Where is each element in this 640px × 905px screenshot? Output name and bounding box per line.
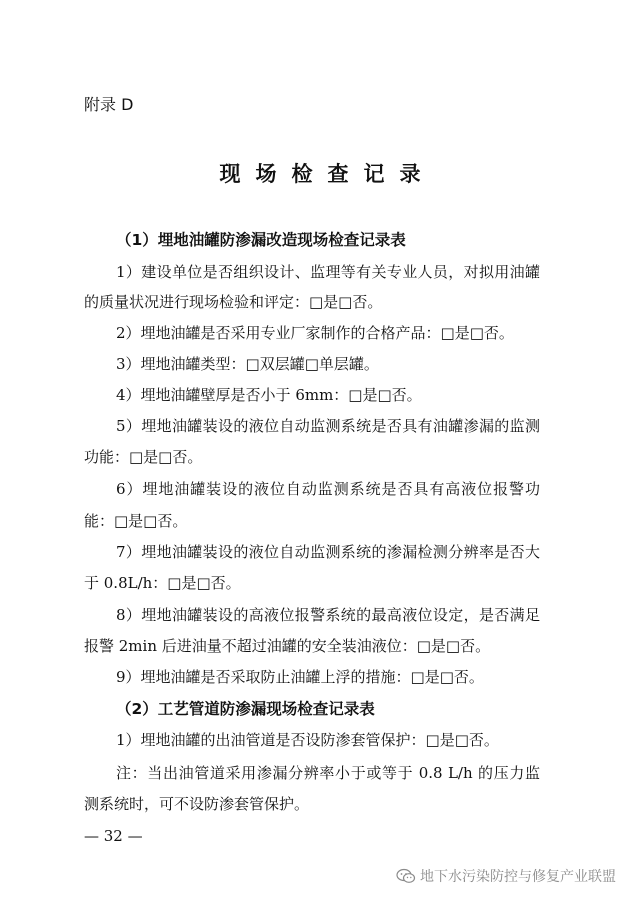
section2-line-3: 测系统时，可不设防渗套管保护。 [84, 795, 310, 813]
section-heading-1: （1）埋地油罐防渗漏改造现场检查记录表 [116, 231, 406, 249]
watermark-text: 地下水污染防控与修复产业联盟 [420, 869, 616, 885]
section1-line-8: 6）埋地油罐装设的液位自动监测系统是否具有高液位报警功 [116, 480, 540, 498]
section1-line-10: 7）埋地油罐装设的液位自动监测系统的渗漏检测分辨率是否大 [116, 543, 540, 561]
watermark [396, 866, 616, 886]
section1-line-4: 3）埋地油罐类型：□双层罐□单层罐。 [116, 355, 379, 373]
section1-line-1: 1）建设单位是否组织设计、监理等有关专业人员，对拟用油罐 [116, 263, 540, 281]
section1-line-9: 能：□是□否。 [84, 512, 188, 530]
page-number: — 32 — [84, 827, 143, 845]
wechat-icon [396, 868, 416, 884]
section1-line-6: 5）埋地油罐装设的液位自动监测系统是否具有油罐渗漏的监测 [116, 417, 540, 435]
section1-line-12: 8）埋地油罐装设的高液位报警系统的最高液位设定，是否满足 [116, 606, 540, 624]
section1-line-11: 于 0.8L/h：□是□否。 [84, 574, 241, 592]
section1-line-3: 2）埋地油罐是否采用专业厂家制作的合格产品：□是□否。 [116, 324, 514, 342]
section1-line-13: 报警 2min 后进油量不超过油罐的安全装油液位：□是□否。 [84, 637, 491, 655]
section1-line-5: 4）埋地油罐壁厚是否小于 6mm：□是□否。 [116, 386, 422, 404]
section1-line-2: 的质量状况进行现场检验和评定：□是□否。 [84, 293, 383, 311]
section2-line-1: 1）埋地油罐的出油管道是否设防渗套管保护：□是□否。 [116, 731, 499, 749]
section1-line-14: 9）埋地油罐是否采取防止油罐上浮的措施：□是□否。 [116, 668, 484, 686]
page-title: 现场检查记录 [219, 162, 436, 186]
section1-line-7: 功能：□是□否。 [84, 448, 203, 466]
appendix-label: 附录 D [84, 95, 134, 114]
section2-line-2: 注：当出油管道采用渗漏分辨率小于或等于 0.8 L/h 的压力监 [116, 764, 540, 782]
section-heading-2: （2）工艺管道防渗漏现场检查记录表 [116, 700, 375, 718]
